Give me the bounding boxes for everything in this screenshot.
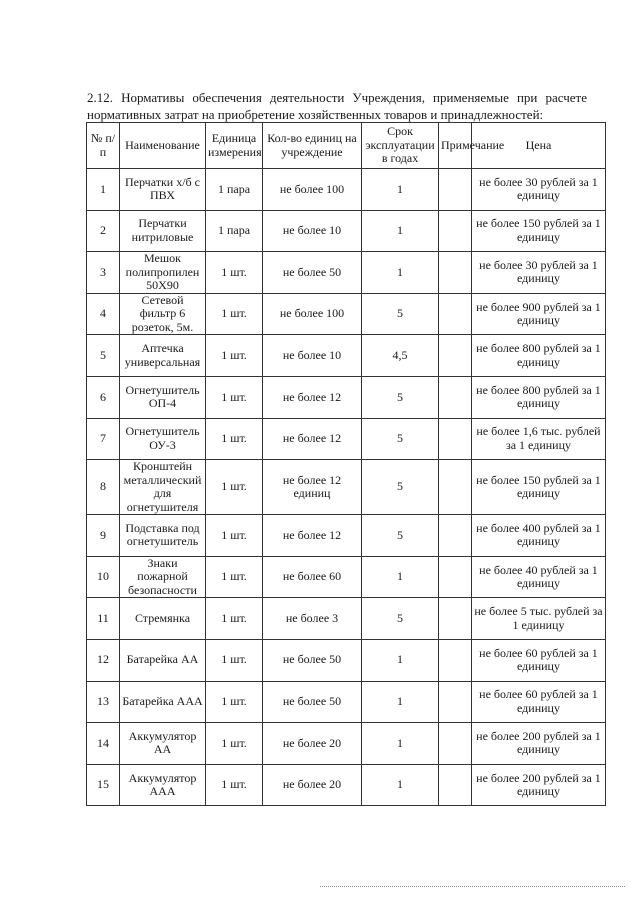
cell-name: Стремянка: [120, 598, 206, 640]
cell-unit: 1 пара: [206, 210, 263, 252]
cell-num: 11: [87, 598, 120, 640]
cell-num: 8: [87, 460, 120, 515]
cell-num: 7: [87, 418, 120, 460]
cell-term: 5: [362, 376, 439, 418]
cell-qty: не более 3: [263, 598, 362, 640]
cell-unit: 1 шт.: [206, 681, 263, 723]
table-row: [87, 598, 606, 640]
cell-term: 1: [362, 252, 439, 294]
cell-price: не более 200 рублей за 1 единицу: [472, 764, 606, 806]
cell-unit: 1 шт.: [206, 639, 263, 681]
header-note: Примечание: [439, 123, 472, 169]
cell-note: [439, 764, 472, 806]
cell-note: [439, 598, 472, 640]
cell-term: 1: [362, 681, 439, 723]
table-row: [87, 210, 606, 252]
cell-term: 1: [362, 764, 439, 806]
cell-note: [439, 556, 472, 598]
cell-price: не более 1,6 тыс. рублей за 1 единицу: [472, 418, 606, 460]
header-qty: Кол-во единиц на учреждение: [263, 123, 362, 169]
cell-price: не более 800 рублей за 1 единицу: [472, 376, 606, 418]
cell-note: [439, 639, 472, 681]
cell-term: 1: [362, 556, 439, 598]
cell-qty: не более 12: [263, 515, 362, 557]
cell-name: Подставка под огнетушитель: [120, 515, 206, 557]
table-row: [87, 460, 606, 515]
cell-qty: не более 12: [263, 418, 362, 460]
cell-note: [439, 335, 472, 377]
cell-qty: не более 100: [263, 169, 362, 211]
cell-price: не более 150 рублей за 1 единицу: [472, 460, 606, 515]
cell-unit: 1 шт.: [206, 764, 263, 806]
table-row: [87, 723, 606, 765]
cell-unit: 1 шт.: [206, 418, 263, 460]
cell-note: [439, 293, 472, 335]
table-row: [87, 764, 606, 806]
cell-term: 1: [362, 210, 439, 252]
cell-qty: не более 50: [263, 639, 362, 681]
cell-num: 5: [87, 335, 120, 377]
table-row: [87, 293, 606, 335]
cell-unit: 1 шт.: [206, 723, 263, 765]
cell-num: 13: [87, 681, 120, 723]
cell-qty: не более 60: [263, 556, 362, 598]
cell-term: 1: [362, 639, 439, 681]
cell-unit: 1 пара: [206, 169, 263, 211]
cell-name: Огнетушитель ОУ-3: [120, 418, 206, 460]
cell-name: Знаки пожарной безопасности: [120, 556, 206, 598]
norms-table: [86, 122, 606, 806]
cell-note: [439, 418, 472, 460]
cell-unit: 1 шт.: [206, 515, 263, 557]
cell-name: Мешок полипропилен 50Х90: [120, 252, 206, 294]
table-row: [87, 376, 606, 418]
cell-term: 5: [362, 515, 439, 557]
table-row: [87, 556, 606, 598]
table-row: [87, 252, 606, 294]
cell-num: 15: [87, 764, 120, 806]
cell-price: не более 40 рублей за 1 единицу: [472, 556, 606, 598]
cell-unit: 1 шт.: [206, 598, 263, 640]
cell-note: [439, 210, 472, 252]
cell-term: 5: [362, 460, 439, 515]
cell-price: не более 150 рублей за 1 единицу: [472, 210, 606, 252]
cell-note: [439, 723, 472, 765]
cell-qty: не более 50: [263, 681, 362, 723]
cell-unit: 1 шт.: [206, 556, 263, 598]
cell-num: 12: [87, 639, 120, 681]
cell-note: [439, 169, 472, 211]
cell-qty: не более 10: [263, 210, 362, 252]
cell-num: 4: [87, 293, 120, 335]
cell-qty: не более 10: [263, 335, 362, 377]
cell-num: 6: [87, 376, 120, 418]
table-row: [87, 639, 606, 681]
cell-note: [439, 681, 472, 723]
cell-qty: не более 12: [263, 376, 362, 418]
cell-term: 5: [362, 418, 439, 460]
table-body: [87, 169, 606, 806]
cell-price: не более 30 рублей за 1 единицу: [472, 169, 606, 211]
cell-unit: 1 шт.: [206, 335, 263, 377]
header-term: Срок эксплуатации в годах: [362, 123, 439, 169]
cell-name: Аккумулятор ААА: [120, 764, 206, 806]
cell-name: Аптечка универсальная: [120, 335, 206, 377]
cell-qty: не более 50: [263, 252, 362, 294]
cell-num: 10: [87, 556, 120, 598]
header-unit: Единица измерения: [206, 123, 263, 169]
cell-num: 3: [87, 252, 120, 294]
cell-unit: 1 шт.: [206, 252, 263, 294]
cell-note: [439, 252, 472, 294]
header-price: Цена: [472, 123, 606, 169]
cell-term: 4,5: [362, 335, 439, 377]
cell-num: 9: [87, 515, 120, 557]
table-row: [87, 681, 606, 723]
header-name: Наименование: [120, 123, 206, 169]
cell-num: 14: [87, 723, 120, 765]
cell-term: 1: [362, 169, 439, 211]
table-row: [87, 335, 606, 377]
bottom-rule: [320, 886, 625, 887]
cell-unit: 1 шт.: [206, 460, 263, 515]
cell-qty: не более 12 единиц: [263, 460, 362, 515]
table-row: [87, 515, 606, 557]
cell-num: 1: [87, 169, 120, 211]
cell-price: не более 60 рублей за 1 единицу: [472, 639, 606, 681]
cell-note: [439, 460, 472, 515]
cell-price: не более 900 рублей за 1 единицу: [472, 293, 606, 335]
cell-name: Батарейка АА: [120, 639, 206, 681]
table-row: [87, 418, 606, 460]
cell-price: не более 5 тыс. рублей за 1 единицу: [472, 598, 606, 640]
cell-price: не более 800 рублей за 1 единицу: [472, 335, 606, 377]
cell-name: Сетевой фильтр 6 розеток, 5м.: [120, 293, 206, 335]
header-num: № п/п: [87, 123, 120, 169]
cell-note: [439, 515, 472, 557]
cell-term: 5: [362, 293, 439, 335]
table-header-row: [87, 123, 606, 169]
cell-name: Кронштейн металлический для огнетушителя: [120, 460, 206, 515]
cell-price: не более 60 рублей за 1 единицу: [472, 681, 606, 723]
cell-qty: не более 20: [263, 764, 362, 806]
cell-unit: 1 шт.: [206, 293, 263, 335]
section-intro: 2.12. Нормативы обеспечения деятельности Учреждения, применяемые при расчете нормативных затрат на приобретение хозяйственных товаров и принадлежностей:: [87, 90, 587, 122]
cell-term: 1: [362, 723, 439, 765]
cell-name: Батарейка ААА: [120, 681, 206, 723]
cell-price: не более 200 рублей за 1 единицу: [472, 723, 606, 765]
cell-term: 5: [362, 598, 439, 640]
cell-unit: 1 шт.: [206, 376, 263, 418]
cell-name: Перчатки нитриловые: [120, 210, 206, 252]
cell-price: не более 30 рублей за 1 единицу: [472, 252, 606, 294]
cell-qty: не более 100: [263, 293, 362, 335]
cell-num: 2: [87, 210, 120, 252]
cell-name: Аккумулятор АА: [120, 723, 206, 765]
cell-name: Огнетушитель ОП-4: [120, 376, 206, 418]
table-row: [87, 169, 606, 211]
cell-name: Перчатки х/б с ПВХ: [120, 169, 206, 211]
cell-note: [439, 376, 472, 418]
cell-price: не более 400 рублей за 1 единицу: [472, 515, 606, 557]
cell-qty: не более 20: [263, 723, 362, 765]
